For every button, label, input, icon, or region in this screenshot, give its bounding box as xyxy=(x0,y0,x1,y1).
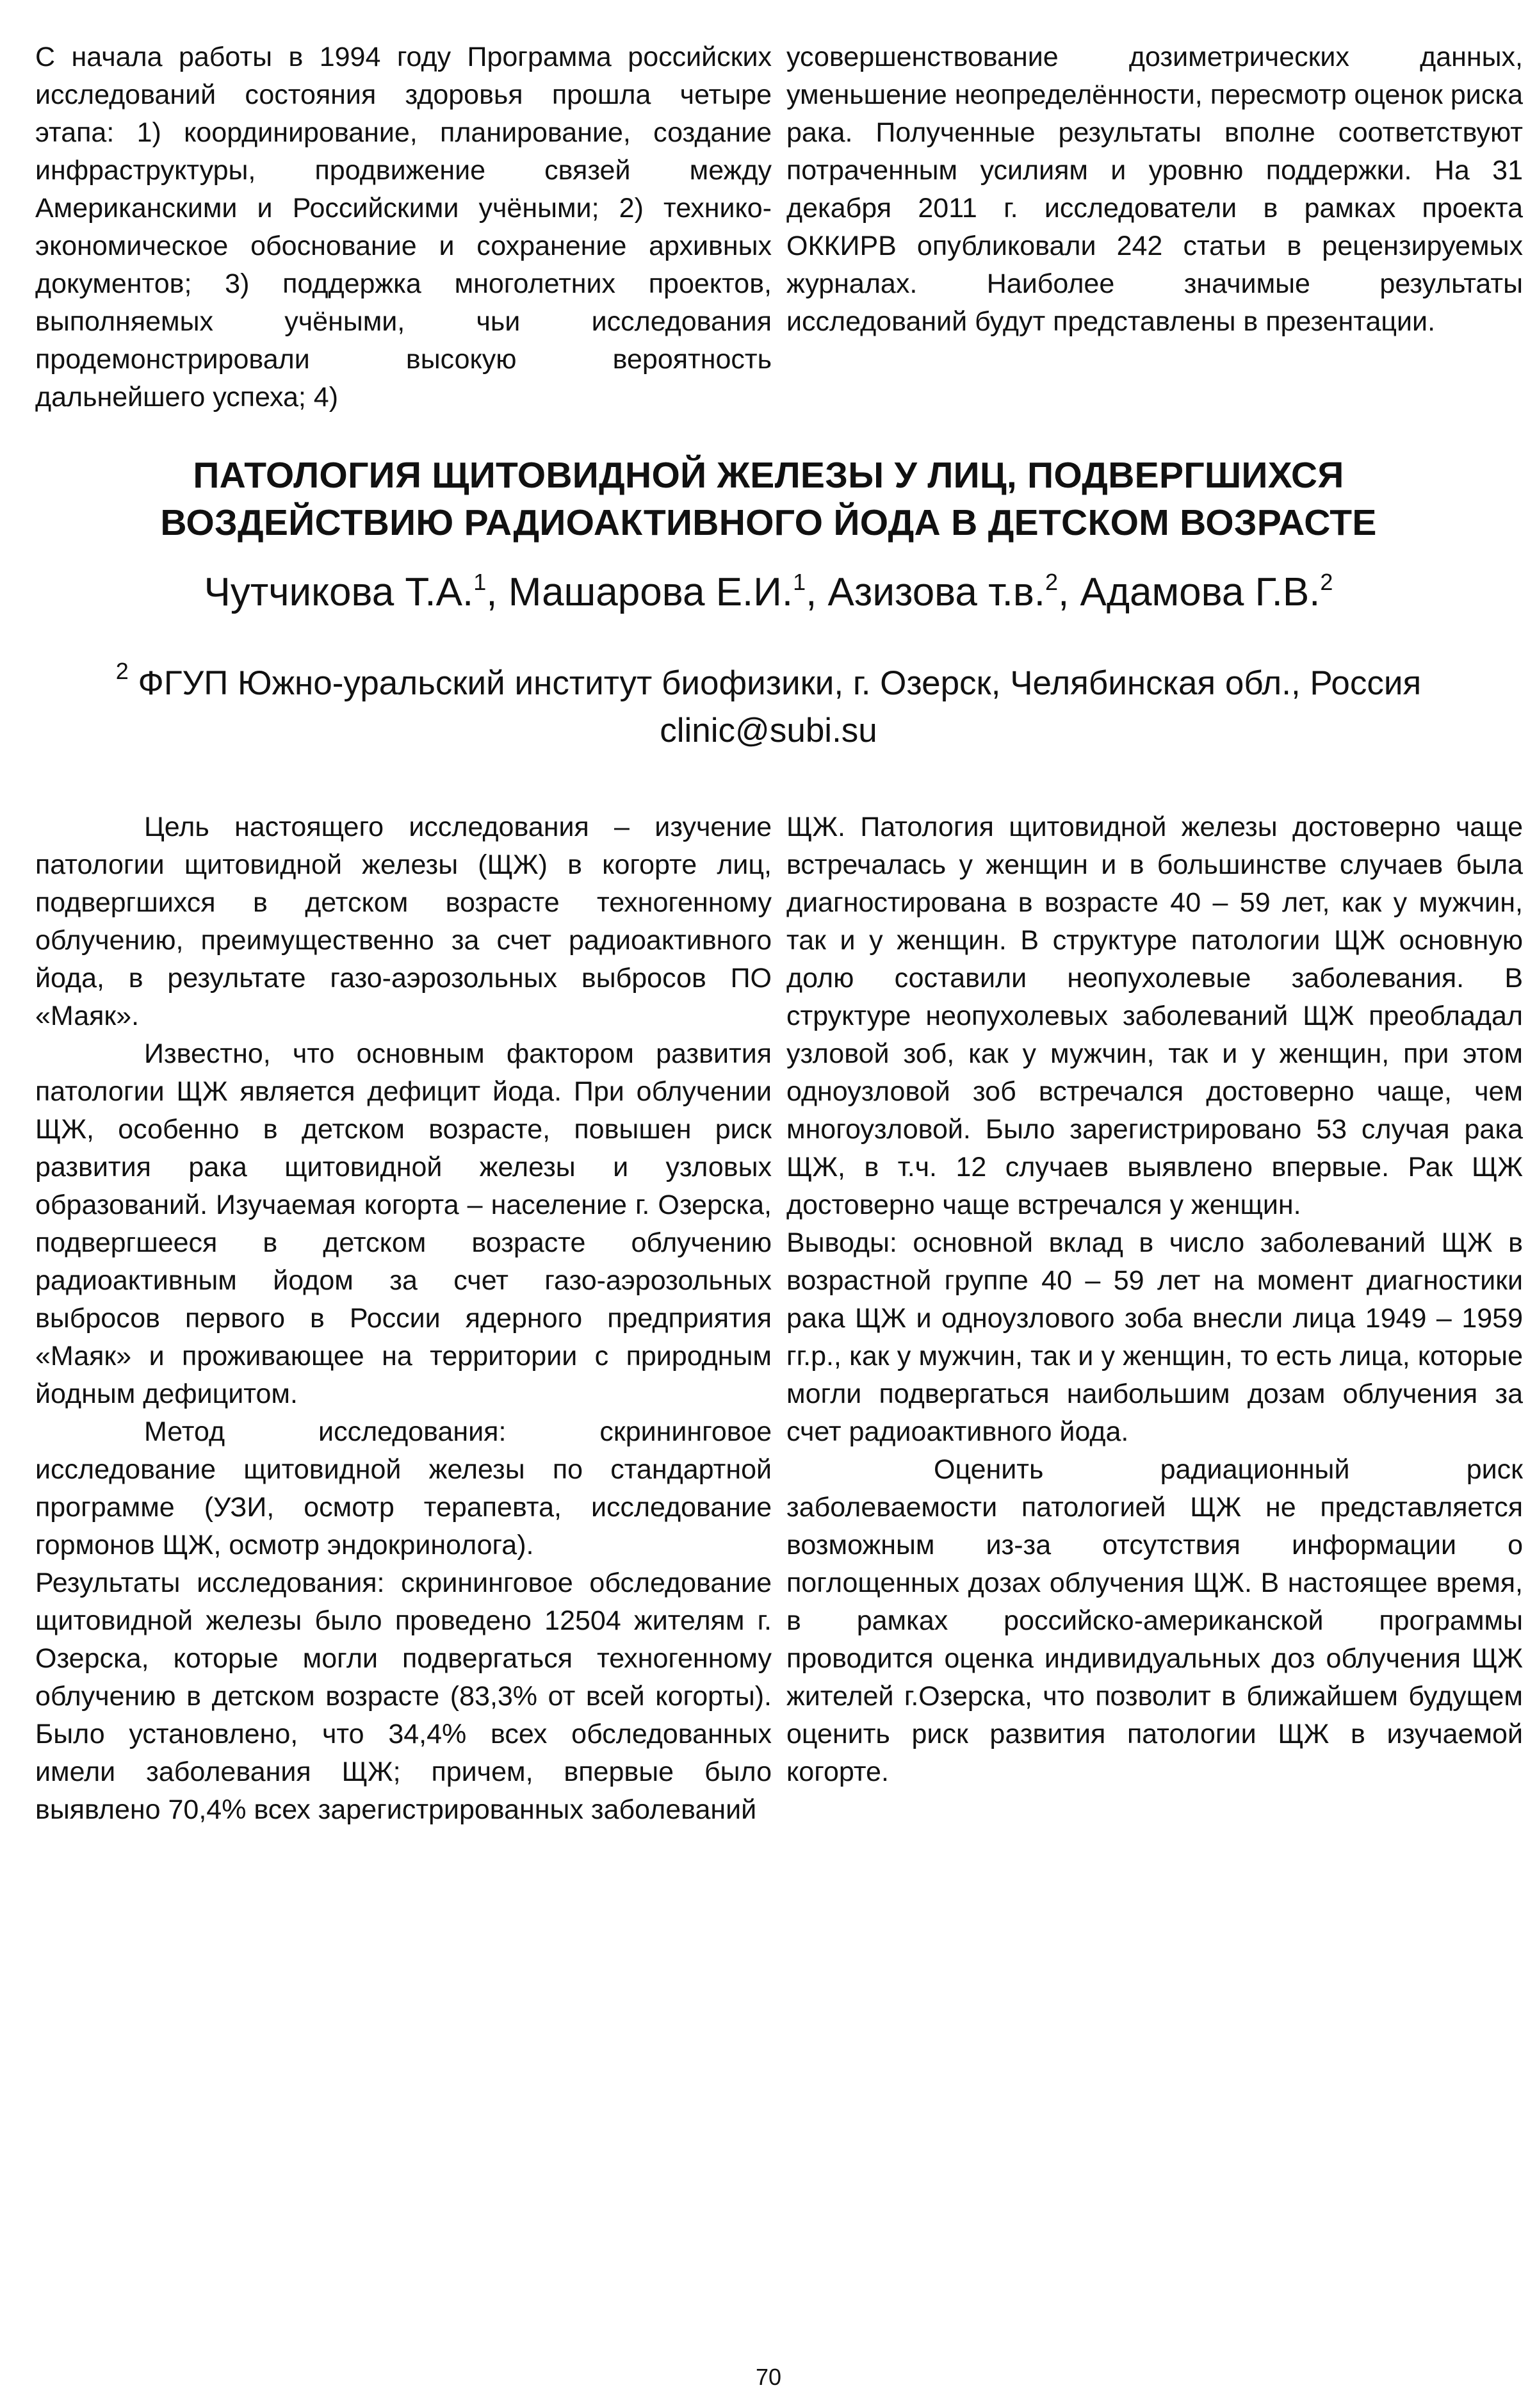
author-affiliation-mark: 1 xyxy=(793,569,806,595)
author-affiliation-mark: 2 xyxy=(1320,569,1333,595)
page-number: 70 xyxy=(755,2364,782,2390)
author-separator: , xyxy=(806,570,828,614)
author-name: Адамова Г.В. xyxy=(1080,570,1321,614)
author-separator: , xyxy=(1058,570,1080,614)
body-paragraph: Выводы: основной вклад в число заболеваний ЩЖ в возрастной группе 40 – 59 лет на момент диагностики рака ЩЖ и одноузлового зоба внесли лица 1949 – 1959 гг.р., как у мужчин, так и у женщин, то есть лица, которые могли подвергаться наибольшим дозам облучения за счет радиоактивного йода. xyxy=(786,1227,1523,1447)
intro-right-column xyxy=(786,38,1523,341)
affiliation-line xyxy=(38,660,1499,707)
body-paragraph: Метод исследования: скрининговое исследование щитовидной железы по стандартной программе (УЗИ, осмотр терапевта, исследование гормонов ЩЖ, осмотр эндокринолога). xyxy=(35,1416,772,1560)
body-paragraph: ЩЖ. Патология щитовидной железы достоверно чаще встречалась у женщин и в большинстве случаев была диагностирована в возрасте 40 – 59 лет, как у мужчин, так и у женщин. В структуре патологии ЩЖ основную долю составили неопухолевые заболевания. В структуре неопухолевых заболеваний ЩЖ преобладал узловой зоб, как у мужчин, так и у женщин, при этом одноузловой зоб встречался достоверно чаще, чем многоузловой. Было зарегистрировано 53 случая рака ЩЖ, в т.ч. 12 случаев выявлено впервые. Рак ЩЖ достоверно чаще встречался у женщин. xyxy=(786,812,1523,1220)
intro-left-paragraph: С начала работы в 1994 году Программа российских исследований состояния здоровья прошла четыре этапа: 1) координирование, планирование, создание инфраструктуры, продвижение связей между Американскими и Российскими учёными; 2) технико-экономическое обоснование и сохранение архивных документов; 3) поддержка многолетних проектов, выполняемых учёными, чьи исследования продемонстрировали высокую вероятность дальнейшего успеха; 4) xyxy=(35,42,772,413)
affiliation-text: ФГУП Южно-уральский институт биофизики, г. Озерск, Челябинская обл., Россия xyxy=(138,664,1422,702)
body-paragraph: Цель настоящего исследования – изучение патологии щитовидной железы (ЩЖ) в когорте лиц, подвергшихся в детском возрасте техногенному облучению, преимущественно за счет радиоактивного йода, в результате газо-аэрозольных выбросов ПО «Маяк». xyxy=(35,812,772,1031)
body-paragraph: Результаты исследования: скрининговое обследование щитовидной железы было проведено 12504 жителям г. Озерска, которые могли подвергаться техногенному облучению в детском возрасте (83,3% от всей когорты). Было установлено, что 34,4% всех обследованных имели заболевания ЩЖ; причем, впервые было выявлено 70,4% всех зарегистрированных заболеваний xyxy=(35,1568,772,1825)
affiliation-block xyxy=(38,660,1499,755)
intro-right-paragraph: усовершенствование дозиметрических данных, уменьшение неопределённости, пересмотр оценок риска рака. Полученные результаты вполне соответствуют потраченным усилиям и уровню поддержки. На 31 декабря 2011 г. исследователи в рамках проекта ОККИРВ опубликовали 242 статьи в рецензируемых журналах. Наиболее значимые результаты исследований будут представлены в презентации. xyxy=(786,42,1523,337)
body-left-column xyxy=(35,808,772,1829)
author-name: Чутчикова Т.А. xyxy=(204,570,474,614)
author-affiliation-mark: 2 xyxy=(1045,569,1059,595)
body-right-column xyxy=(786,808,1523,1791)
article-title xyxy=(38,452,1499,546)
author-name: Азизова т.в. xyxy=(827,570,1046,614)
author-name: Машарова Е.И. xyxy=(508,570,793,614)
article-title-line-1: ПАТОЛОГИЯ ЩИТОВИДНОЙ ЖЕЛЕЗЫ У ЛИЦ, ПОДВЕРГШИХСЯ xyxy=(193,455,1344,496)
author-list xyxy=(38,567,1499,618)
body-paragraph: Известно, что основным фактором развития патологии ЩЖ является дефицит йода. При облучении ЩЖ, особенно в детском возрасте, повышен риск развития рака щитовидной железы и узловых образований. Изучаемая когорта – население г. Озерска, подвергшееся в детском возрасте облучению радиоактивным йодом за счет газо-аэрозольных выбросов первого в России ядерного предприятия «Маяк» и проживающее на территории с природным йодным дефицитом. xyxy=(35,1038,772,1409)
body-paragraph: Оценить радиационный риск заболеваемости патологией ЩЖ не представляется возможным из-за отсутствия информации о поглощенных дозах облучения ЩЖ. В настоящее время, в рамках российско-американской программы проводится оценка индивидуальных доз облучения ЩЖ жителей г.Озерска, что позволит в ближайшем будущем оценить риск развития патологии ЩЖ в изучаемой когорте. xyxy=(786,1454,1523,1787)
author-separator: , xyxy=(486,570,508,614)
intro-left-column xyxy=(35,38,772,416)
article-title-line-2: ВОЗДЕЙСТВИЮ РАДИОАКТИВНОГО ЙОДА В ДЕТСКОМ ВОЗРАСТЕ xyxy=(160,502,1377,543)
author-affiliation-mark: 1 xyxy=(473,569,487,595)
contact-email[interactable]: clinic@subi.su xyxy=(660,712,877,749)
affiliation-mark: 2 xyxy=(115,658,129,684)
